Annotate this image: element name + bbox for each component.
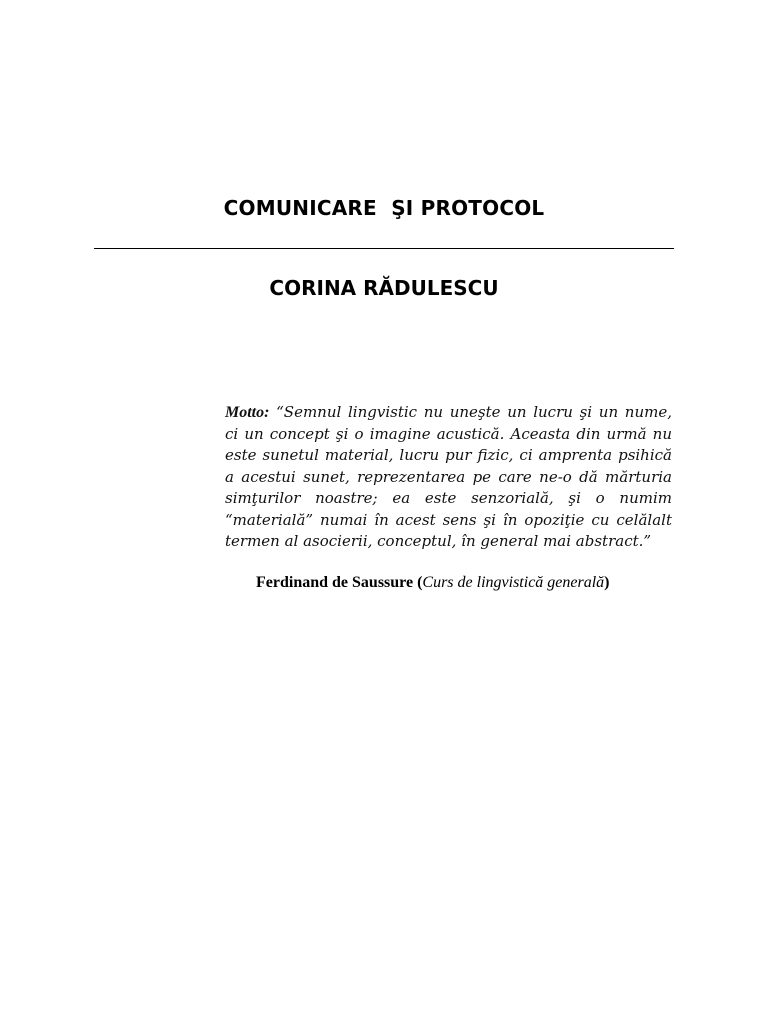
motto-paragraph <box>225 402 672 553</box>
quote-attribution <box>256 574 610 592</box>
title-divider <box>94 248 674 249</box>
attribution-open-paren: ( <box>417 574 423 591</box>
attribution-author: Ferdinand de Saussure <box>256 574 414 591</box>
document-title: COMUNICARE ŞI PROTOCOL <box>223 196 545 220</box>
attribution-close-paren: ) <box>604 574 610 591</box>
motto-quote: “Semnul lingvistic nu uneşte un lucru şi un nume, ci un concept şi o imagine acustică. Aceasta din urmă nu este sunetul material, lucru pur fizic, ci amprenta psihică a acestui sunet, reprezentarea pe care ne-o dă mărturia simţurilor noastre; ea este senzorială, şi o numim “materială” numai în acest sens şi în opoziţie cu celălalt termen al asocierii, conceptul, în general mai abstract.” <box>225 403 672 550</box>
attribution-work-title: Curs de lingvistică generală <box>422 574 605 591</box>
author-name: CORINA RĂDULESCU <box>269 276 499 300</box>
motto-label: Motto: <box>225 404 270 421</box>
